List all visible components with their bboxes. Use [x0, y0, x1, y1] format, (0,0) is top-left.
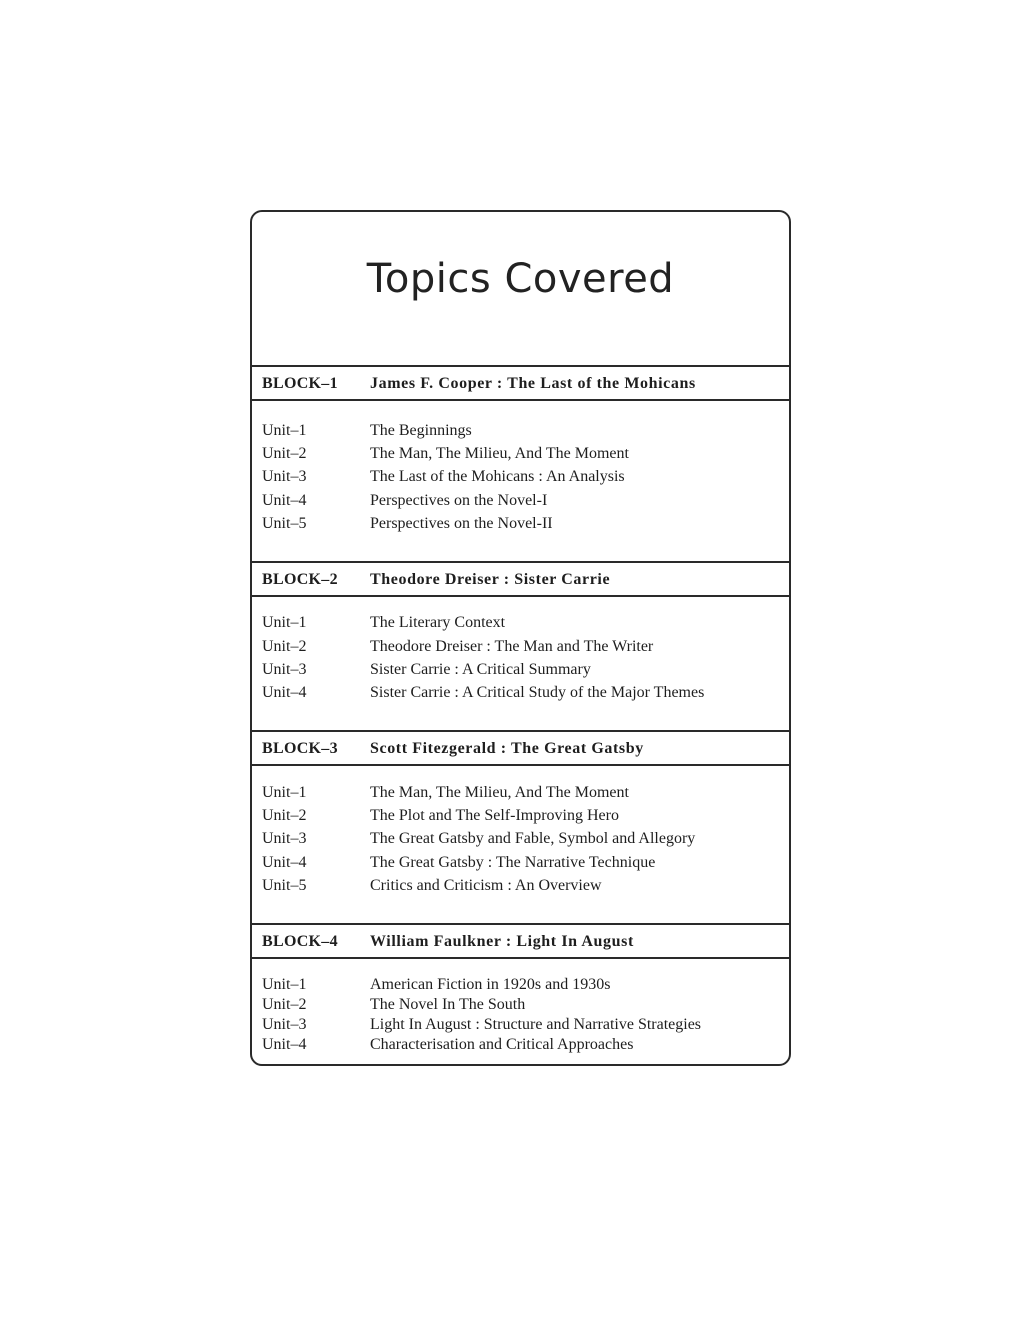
- unit-title: Light In August : Structure and Narrative Strategies: [370, 1016, 702, 1033]
- unit-title: The Beginnings: [370, 422, 472, 439]
- unit-row: [252, 976, 789, 998]
- unit-title: Characterisation and Critical Approaches: [370, 1036, 634, 1053]
- unit-label: Unit–2: [262, 996, 307, 1013]
- unit-title: The Man, The Milieu, And The Moment: [370, 784, 629, 801]
- unit-label: Unit–1: [262, 976, 307, 993]
- unit-label: Unit–3: [262, 661, 307, 678]
- block-title: Scott Fitezgerald : The Great Gatsby: [370, 740, 644, 757]
- unit-title: The Man, The Milieu, And The Moment: [370, 445, 629, 462]
- divider: [252, 957, 789, 959]
- unit-row: [252, 614, 789, 636]
- unit-label: Unit–5: [262, 515, 307, 532]
- unit-title: Sister Carrie : A Critical Study of the Major Themes: [370, 684, 705, 701]
- block-header: [252, 925, 789, 959]
- page-title: Topics Covered: [366, 256, 675, 302]
- unit-row: [252, 661, 789, 683]
- unit-row: [252, 468, 789, 490]
- unit-label: Unit–1: [262, 784, 307, 801]
- block-title: Theodore Dreiser : Sister Carrie: [370, 571, 611, 588]
- block-label: BLOCK–2: [262, 571, 338, 588]
- unit-title: The Great Gatsby and Fable, Symbol and Allegory: [370, 830, 696, 847]
- unit-row: [252, 445, 789, 467]
- unit-label: Unit–1: [262, 614, 307, 631]
- unit-row: [252, 422, 789, 444]
- unit-label: Unit–3: [262, 830, 307, 847]
- unit-row: [252, 807, 789, 829]
- unit-row: [252, 830, 789, 852]
- unit-title: Sister Carrie : A Critical Summary: [370, 661, 591, 678]
- unit-row: [252, 1016, 789, 1038]
- block-title: James F. Cooper : The Last of the Mohicans: [370, 375, 696, 392]
- unit-title: The Last of the Mohicans : An Analysis: [370, 468, 625, 485]
- block-header: [252, 367, 789, 401]
- unit-row: [252, 492, 789, 514]
- unit-row: [252, 638, 789, 660]
- unit-row: [252, 877, 789, 899]
- unit-row: [252, 784, 789, 806]
- unit-label: Unit–4: [262, 684, 307, 701]
- unit-label: Unit–4: [262, 1036, 307, 1053]
- unit-label: Unit–3: [262, 468, 307, 485]
- block-label: BLOCK–3: [262, 740, 338, 757]
- unit-label: Unit–5: [262, 877, 307, 894]
- block-label: BLOCK–1: [262, 375, 338, 392]
- unit-title: The Novel In The South: [370, 996, 526, 1013]
- topics-card: [250, 210, 791, 1066]
- divider: [252, 595, 789, 597]
- unit-row: [252, 515, 789, 537]
- unit-title: American Fiction in 1920s and 1930s: [370, 976, 611, 993]
- unit-row: [252, 996, 789, 1018]
- block-title: William Faulkner : Light In August: [370, 933, 634, 950]
- block-header: [252, 732, 789, 766]
- unit-title: Perspectives on the Novel-II: [370, 515, 553, 532]
- unit-title: Critics and Criticism : An Overview: [370, 877, 602, 894]
- unit-row: [252, 1036, 789, 1058]
- divider: [252, 764, 789, 766]
- unit-label: Unit–1: [262, 422, 307, 439]
- unit-label: Unit–4: [262, 854, 307, 871]
- unit-label: Unit–2: [262, 445, 307, 462]
- unit-title: Perspectives on the Novel-I: [370, 492, 548, 509]
- unit-label: Unit–2: [262, 638, 307, 655]
- unit-row: [252, 684, 789, 706]
- unit-label: Unit–4: [262, 492, 307, 509]
- unit-title: Theodore Dreiser : The Man and The Writer: [370, 638, 654, 655]
- unit-label: Unit–3: [262, 1016, 307, 1033]
- unit-title: The Plot and The Self-Improving Hero: [370, 807, 619, 824]
- divider: [252, 399, 789, 401]
- unit-title: The Great Gatsby : The Narrative Technique: [370, 854, 656, 871]
- block-label: BLOCK–4: [262, 933, 338, 950]
- unit-label: Unit–2: [262, 807, 307, 824]
- unit-row: [252, 854, 789, 876]
- block-header: [252, 563, 789, 597]
- unit-title: The Literary Context: [370, 614, 506, 631]
